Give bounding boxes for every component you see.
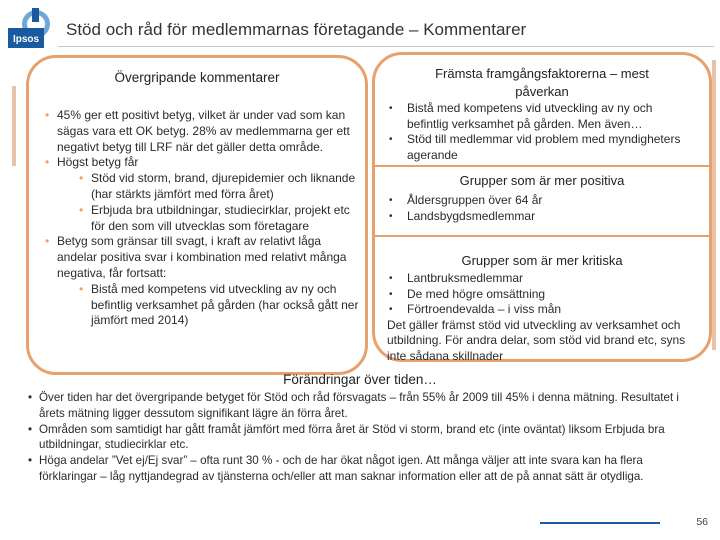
critical-block	[387, 271, 705, 364]
overall-heading: Övergripande kommentarer	[114, 70, 280, 85]
overall-item	[45, 234, 363, 329]
logo-text: Ipsos	[12, 34, 40, 45]
slide-title: Stöd och råd för medlemmarnas företagande – Kommentarer	[66, 20, 527, 39]
positive-item: • Åldersgruppen över 64 år	[387, 193, 697, 209]
factor-item: • Stöd till medlemmar vid problem med myndigheters agerande	[387, 132, 697, 163]
overall-subitem: • Bistå med kompetens vid utveckling av ny och befintlig verksamhet på gården (har också gått ner jämfört med 2014)	[79, 282, 363, 329]
changes-heading: Förändringar över tiden…	[283, 372, 437, 387]
overall-item	[45, 155, 363, 234]
critical-list	[387, 271, 705, 318]
change-item: • Områden som samtidigt har gått framåt jämfört med förra året är Stöd vi storm, brand etc (inte oväntat) liksom Erbjuda bra utbildningar, studiecirklar etc.	[28, 422, 688, 454]
critical-item: • Lantbruksmedlemmar	[387, 271, 705, 287]
title-divider	[58, 46, 714, 47]
section-divider	[375, 165, 709, 167]
factor-item: • Bistå med kompetens vid utveckling av ny och befintlig verksamhet på gården. Men även…	[387, 101, 697, 132]
critical-note: Det gäller främst stöd vid utveckling av verksamhet och utbildning. För andra delar, som stöd vid brand etc, syns inte sådana skillnader	[387, 317, 686, 363]
overall-comments-panel	[26, 55, 368, 375]
page-number: 56	[696, 516, 708, 528]
critical-item: • De med högre omsättning	[387, 287, 705, 303]
footer-accent-line	[540, 522, 660, 524]
positive-block	[387, 193, 697, 224]
overall-item	[45, 108, 363, 155]
overall-item-text: 45% ger ett positivt betyg, vilket är under vad som kan sägas vara ett OK betyg. 28% av medlemmarna ger ett negativt betyg till LRF när det gäller detta område.	[57, 108, 350, 154]
factors-list	[387, 101, 697, 163]
factors-groups-panel	[372, 52, 712, 362]
factors-heading: Främsta framgångsfaktorerna – mest påverkan	[435, 66, 649, 99]
critical-heading: Grupper som är mer kritiska	[461, 253, 623, 268]
factors-block	[387, 101, 697, 163]
decor-stub-left	[12, 86, 16, 166]
overall-subitem: • Erbjuda bra utbildningar, studiecirklar, projekt etc för den som vill utvecklas som företagare	[79, 203, 363, 235]
positive-item: • Landsbygdsmedlemmar	[387, 209, 697, 225]
overall-sublist	[57, 282, 363, 329]
positive-list	[387, 193, 697, 224]
critical-item: • Förtroendevalda – i viss mån	[387, 302, 705, 318]
positive-heading: Grupper som är mer positiva	[459, 173, 625, 188]
overall-item-text: Betyg som gränsar till svagt, i kraft av relativt låga andelar positiva svar i kombination med relativt många negativa, får fortsatt:	[57, 234, 347, 280]
decor-stub-right	[712, 60, 716, 350]
ipsos-logo	[6, 6, 54, 50]
overall-sublist	[57, 171, 363, 234]
section-divider	[375, 235, 709, 237]
change-item: • Över tiden har det övergripande betyget för Stöd och råd försvagats – från 55% år 2009 till 45% i denna mätning. Resultatet i årets mätning ligger dessutom signifikant lägre än förra året.	[28, 390, 688, 422]
change-item: • Höga andelar ”Vet ej/Ej svar” – ofta runt 30 % - och de har ökat något igen. Att många väljer att inte svara kan ha flera förklaringar – låg nyttjandegrad av tjänsterna och/eller att man saknar information eller att de på annat sätt är otydliga.	[28, 453, 688, 485]
overall-item-text: Högst betyg får	[57, 155, 139, 170]
overall-list	[45, 108, 363, 329]
changes-list	[28, 390, 688, 485]
overall-subitem: • Stöd vid storm, brand, djurepidemier och liknande (har stärkts jämfört med förra året)	[79, 171, 363, 203]
